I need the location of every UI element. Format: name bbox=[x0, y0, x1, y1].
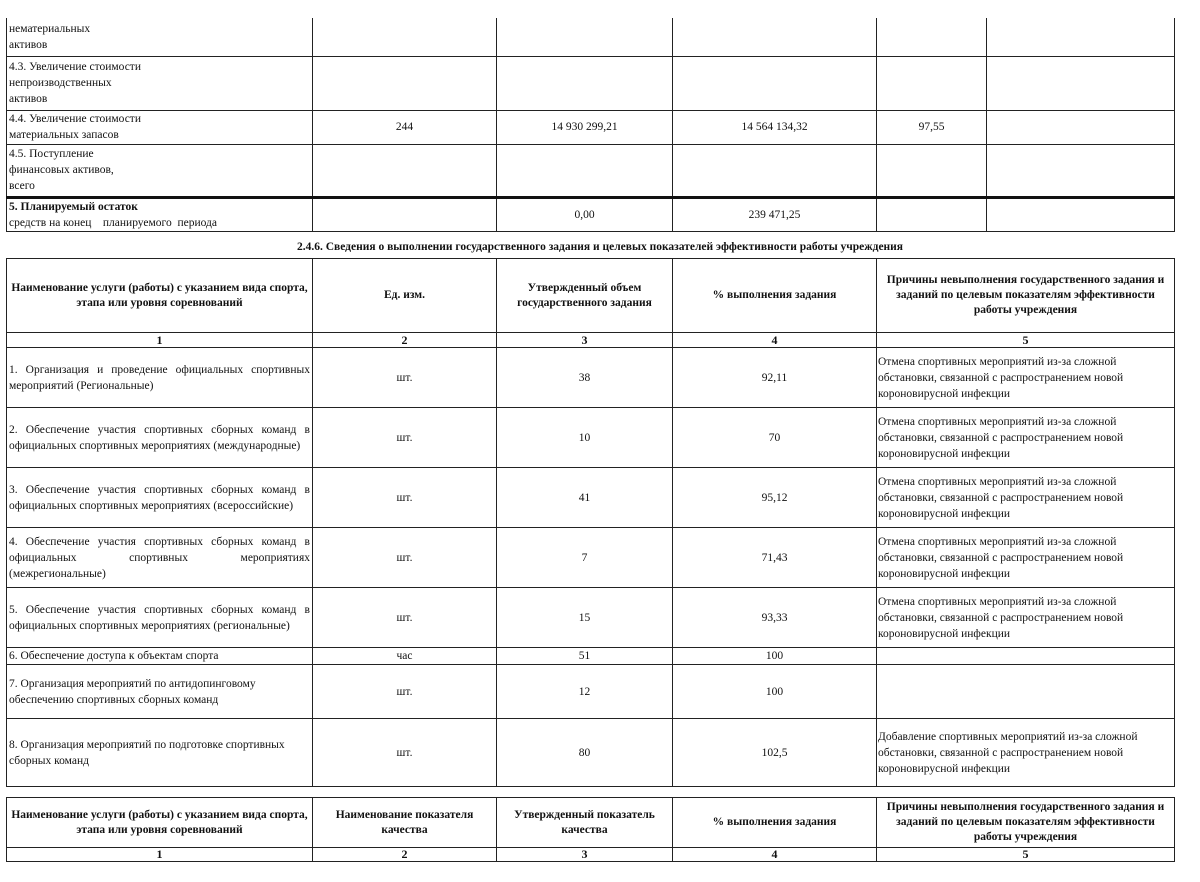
table-row bbox=[7, 408, 1175, 468]
unit-cell: шт. bbox=[313, 468, 497, 528]
table-row bbox=[7, 648, 1175, 665]
header-row bbox=[7, 798, 1175, 848]
kosgu-cell bbox=[313, 18, 497, 56]
header-row bbox=[7, 259, 1175, 333]
volume-cell: 41 bbox=[497, 468, 673, 528]
kosgu-cell: 244 bbox=[313, 110, 497, 144]
header-approved-volume: Утвержденный объем государственного задания bbox=[497, 259, 673, 333]
unit-cell: час bbox=[313, 648, 497, 665]
header-completion-percent: % выполнения задания bbox=[673, 798, 877, 848]
service-name: 7. Организация мероприятий по антидопинговому обеспечению спортивных сборных команд bbox=[7, 665, 313, 719]
header-quality-indicator: Наименование показателя качества bbox=[313, 798, 497, 848]
fact-cell bbox=[673, 18, 877, 56]
volume-cell: 12 bbox=[497, 665, 673, 719]
volume-cell: 51 bbox=[497, 648, 673, 665]
reason-cell: Отмена спортивных мероприятий из-за сложной обстановки, связанной с распространением новой короновирусной инфекции bbox=[877, 588, 1175, 648]
percent-cell: 71,43 bbox=[673, 528, 877, 588]
percent-cell: 102,5 bbox=[673, 719, 877, 787]
reason-cell bbox=[877, 648, 1175, 665]
service-name: 3. Обеспечение участия спортивных сборных команд в официальных спортивных мероприятиях (всероссийские) bbox=[7, 468, 313, 528]
column-number: 5 bbox=[877, 333, 1175, 348]
reason-cell: Отмена спортивных мероприятий из-за сложной обстановки, связанной с распространением новой короновирусной инфекции bbox=[877, 408, 1175, 468]
row-name: нематериальных активов bbox=[7, 18, 313, 56]
volume-cell: 38 bbox=[497, 348, 673, 408]
kosgu-cell bbox=[313, 56, 497, 110]
column-numbers-row bbox=[7, 848, 1175, 862]
header-approved-indicator: Утвержденный показатель качества bbox=[497, 798, 673, 848]
fact-cell bbox=[673, 144, 877, 197]
volume-cell: 80 bbox=[497, 719, 673, 787]
table-row bbox=[7, 528, 1175, 588]
unit-cell: шт. bbox=[313, 588, 497, 648]
column-number: 3 bbox=[497, 333, 673, 348]
unit-cell: шт. bbox=[313, 665, 497, 719]
row-name: 4.4. Увеличение стоимости материальных запасов bbox=[7, 110, 313, 144]
service-name: 1. Организация и проведение официальных спортивных мероприятий (Региональные) bbox=[7, 348, 313, 408]
percent-cell: 70 bbox=[673, 408, 877, 468]
service-name: 5. Обеспечение участия спортивных сборных команд в официальных спортивных мероприятиях (региональные) bbox=[7, 588, 313, 648]
unit-cell: шт. bbox=[313, 348, 497, 408]
plan-cell bbox=[497, 18, 673, 56]
unit-cell: шт. bbox=[313, 719, 497, 787]
table-row bbox=[7, 18, 1175, 56]
column-number: 4 bbox=[673, 848, 877, 862]
volume-cell: 7 bbox=[497, 528, 673, 588]
service-name: 4. Обеспечение участия спортивных сборных команд в официальных спортивных мероприятиях (межрегиональные) bbox=[7, 528, 313, 588]
volume-cell: 10 bbox=[497, 408, 673, 468]
financial-indicators-table bbox=[6, 18, 1175, 232]
column-number: 3 bbox=[497, 848, 673, 862]
header-reasons: Причины невыполнения государственного задания и заданий по целевым показателям эффективности работы учреждения bbox=[877, 259, 1175, 333]
table-row bbox=[7, 665, 1175, 719]
remaining-balance-label: 5. Планируемый остаток bbox=[9, 200, 138, 213]
fact-cell: 14 564 134,32 bbox=[673, 110, 877, 144]
remaining-balance-sublabel: средств на конец планируемого периода bbox=[9, 216, 217, 229]
plan-cell: 14 930 299,21 bbox=[497, 110, 673, 144]
volume-cell: 15 bbox=[497, 588, 673, 648]
column-numbers-row bbox=[7, 333, 1175, 348]
table-row bbox=[7, 56, 1175, 110]
reason-cell: Отмена спортивных мероприятий из-за сложной обстановки, связанной с распространением новой короновирусной инфекции bbox=[877, 528, 1175, 588]
section-title: 2.4.6. Сведения о выполнении государственного задания и целевых показателей эффективности работы учреждения bbox=[296, 241, 904, 253]
state-assignment-table bbox=[6, 258, 1175, 787]
fact-cell: 239 471,25 bbox=[673, 197, 877, 231]
column-number: 2 bbox=[313, 848, 497, 862]
percent-cell bbox=[877, 144, 987, 197]
header-service-name: Наименование услуги (работы) с указанием вида спорта, этапа или уровня соревнований bbox=[7, 259, 313, 333]
service-name: 2. Обеспечение участия спортивных сборных команд в официальных спортивных мероприятиях (международные) bbox=[7, 408, 313, 468]
percent-cell: 100 bbox=[673, 648, 877, 665]
reason-cell: Отмена спортивных мероприятий из-за сложной обстановки, связанной с распространением новой короновирусной инфекции bbox=[877, 348, 1175, 408]
fact-cell bbox=[673, 56, 877, 110]
percent-cell bbox=[877, 56, 987, 110]
percent-cell: 100 bbox=[673, 665, 877, 719]
quality-indicators-table bbox=[6, 797, 1175, 862]
plan-cell bbox=[497, 144, 673, 197]
table-row bbox=[7, 110, 1175, 144]
row-name bbox=[7, 197, 313, 231]
header-unit: Ед. изм. bbox=[313, 259, 497, 333]
extra-cell bbox=[987, 144, 1175, 197]
row-name: 4.5. Поступление финансовых активов, всего bbox=[7, 144, 313, 197]
column-number: 2 bbox=[313, 333, 497, 348]
kosgu-cell bbox=[313, 197, 497, 231]
table-row bbox=[7, 197, 1175, 231]
table-row bbox=[7, 588, 1175, 648]
percent-cell bbox=[877, 197, 987, 231]
reason-cell bbox=[877, 665, 1175, 719]
column-number: 1 bbox=[7, 848, 313, 862]
extra-cell bbox=[987, 110, 1175, 144]
header-reasons: Причины невыполнения государственного задания и заданий по целевым показателям эффективности работы учреждения bbox=[877, 798, 1175, 848]
header-completion-percent: % выполнения задания bbox=[673, 259, 877, 333]
reason-cell: Добавление спортивных мероприятий из-за сложной обстановки, связанной с распространением новой короновирусной инфекции bbox=[877, 719, 1175, 787]
column-number: 1 bbox=[7, 333, 313, 348]
row-name: 4.3. Увеличение стоимости непроизводственных активов bbox=[7, 56, 313, 110]
kosgu-cell bbox=[313, 144, 497, 197]
service-name: 8. Организация мероприятий по подготовке спортивных сборных команд bbox=[7, 719, 313, 787]
table-row bbox=[7, 348, 1175, 408]
plan-cell: 0,00 bbox=[497, 197, 673, 231]
extra-cell bbox=[987, 18, 1175, 56]
percent-cell: 95,12 bbox=[673, 468, 877, 528]
service-name: 6. Обеспечение доступа к объектам спорта bbox=[7, 648, 313, 665]
extra-cell bbox=[987, 56, 1175, 110]
column-number: 5 bbox=[877, 848, 1175, 862]
unit-cell: шт. bbox=[313, 528, 497, 588]
table-row bbox=[7, 719, 1175, 787]
reason-cell: Отмена спортивных мероприятий из-за сложной обстановки, связанной с распространением новой короновирусной инфекции bbox=[877, 468, 1175, 528]
table-row bbox=[7, 144, 1175, 197]
unit-cell: шт. bbox=[313, 408, 497, 468]
header-service-name: Наименование услуги (работы) с указанием вида спорта, этапа или уровня соревнований bbox=[7, 798, 313, 848]
percent-cell: 92,11 bbox=[673, 348, 877, 408]
table-row bbox=[7, 468, 1175, 528]
extra-cell bbox=[987, 197, 1175, 231]
percent-cell: 93,33 bbox=[673, 588, 877, 648]
percent-cell: 97,55 bbox=[877, 110, 987, 144]
percent-cell bbox=[877, 18, 987, 56]
column-number: 4 bbox=[673, 333, 877, 348]
plan-cell bbox=[497, 56, 673, 110]
